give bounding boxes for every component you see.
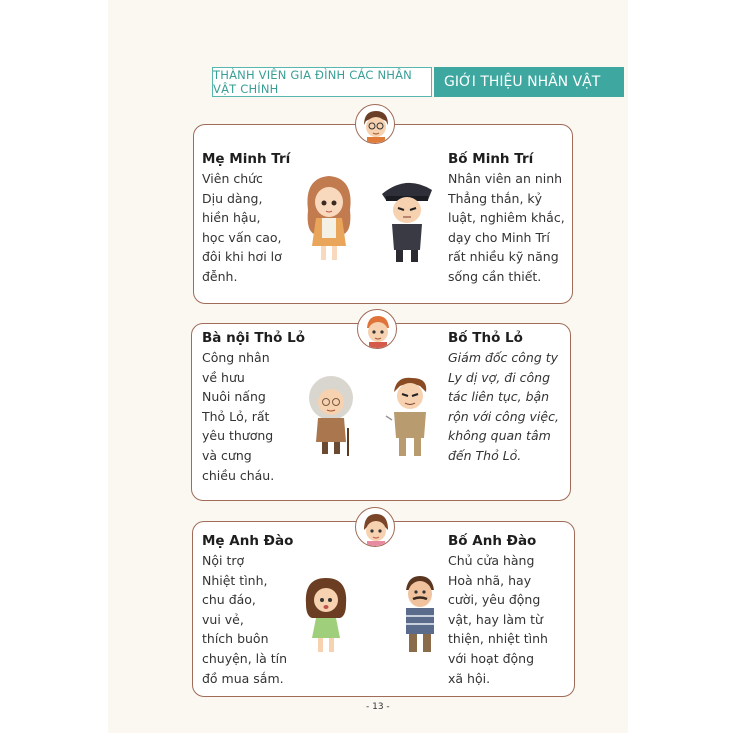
father-minh-tri-illustration xyxy=(376,170,436,265)
father-anh-dao-illustration xyxy=(398,574,442,656)
member-name: Bố Minh Trí xyxy=(448,151,534,167)
grandmother-tho-lo-illustration xyxy=(300,372,362,458)
mother-minh-tri-illustration xyxy=(300,170,358,265)
member-description: Nội trợ Nhiệt tình, chu đáo, vui vẻ, thích buôn chuyện, là tín đồ mua sắm. xyxy=(202,553,288,686)
child-avatar-tho-lo xyxy=(357,309,397,349)
child-avatar-anh-dao xyxy=(355,507,395,547)
member-name: Mẹ Anh Đào xyxy=(202,533,294,549)
section-title: THÀNH VIÊN GIA ĐÌNH CÁC NHÂN VẬT CHÍNH xyxy=(212,67,432,97)
child-avatar-minh-tri xyxy=(355,104,395,144)
member-description: Giám đốc công ty Ly dị vợ, đi công tác liên tục, bận rộn với công việc, không quan tâm đến Thỏ Lỏ. xyxy=(448,350,559,463)
member-name: Bố Thỏ Lỏ xyxy=(448,330,523,346)
member-description: Nhân viên an ninh Thẳng thắn, kỷ luật, nghiêm khắc, dạy cho Minh Trí rất nhiều kỹ năng sống cần thiết. xyxy=(448,171,565,284)
chapter-title: GIỚI THIỆU NHÂN VẬT xyxy=(434,67,624,97)
member-name: Bố Anh Đào xyxy=(448,533,537,549)
member-description: Công nhân về hưu Nuôi nấng Thỏ Lỏ, rất yêu thương và cưng chiều cháu. xyxy=(202,350,275,483)
member-description: Viên chức Dịu dàng, hiền hậu, học vấn cao, đôi khi hơi lơ đễnh. xyxy=(202,171,282,284)
page-number: - 13 - xyxy=(366,702,390,712)
member-name: Bà nội Thỏ Lỏ xyxy=(202,330,305,346)
member-description: Chủ cửa hàng Hoà nhã, hay cười, yêu động vật, hay làm từ thiện, nhiệt tình với hoạt động xã hội. xyxy=(448,553,548,686)
member-name: Mẹ Minh Trí xyxy=(202,151,291,167)
father-tho-lo-illustration xyxy=(380,372,440,460)
mother-anh-dao-illustration xyxy=(300,574,352,656)
